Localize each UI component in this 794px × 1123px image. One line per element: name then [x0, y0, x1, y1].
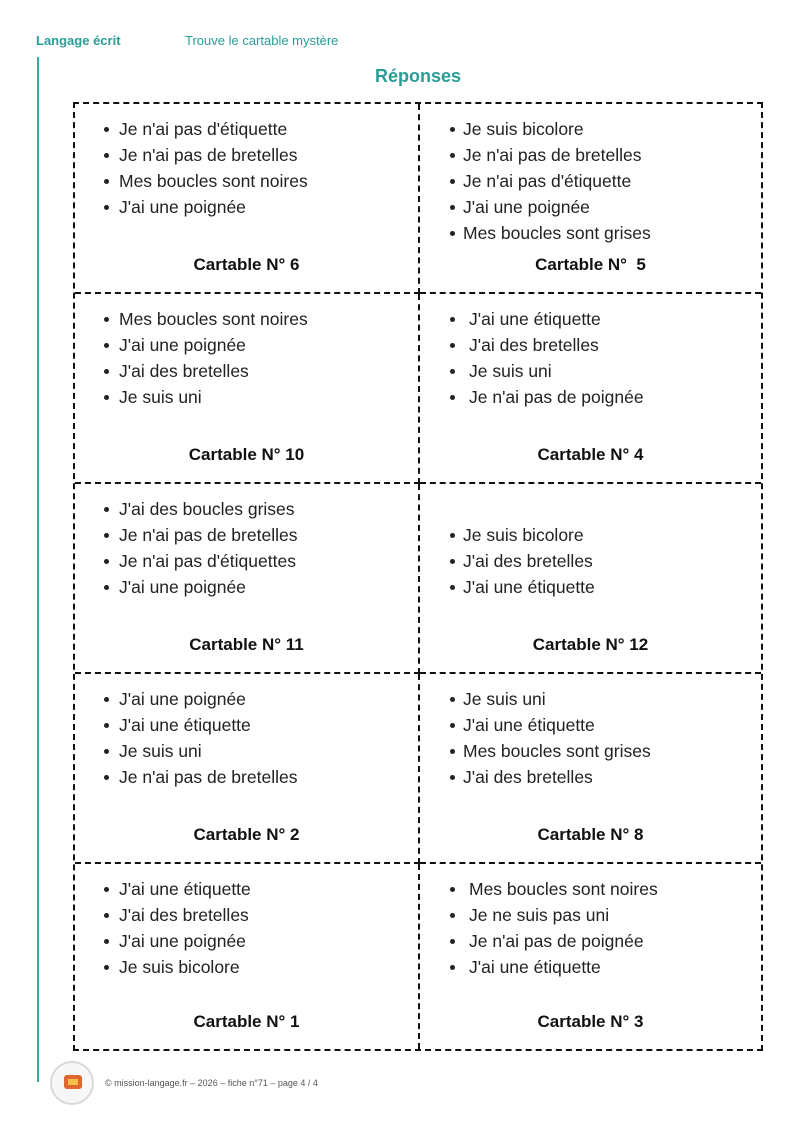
card-label: Cartable N° 5 [535, 255, 646, 274]
clue-item: Mes boucles sont grises [420, 738, 651, 764]
clue-item: J'ai une poignée [75, 332, 308, 358]
clue-list [420, 116, 651, 246]
clue-item: Je suis uni [75, 384, 308, 410]
clue-item: Je n'ai pas de bretelles [420, 142, 651, 168]
clue-item: J'ai des boucles grises [75, 496, 297, 522]
clue-item: Mes boucles sont grises [420, 220, 651, 246]
answers-grid [73, 102, 763, 1051]
clue-list [75, 876, 251, 980]
clue-item: J'ai une étiquette [75, 876, 251, 902]
clue-item: Mes boucles sont noires [75, 306, 308, 332]
card-label: Cartable N° 12 [532, 635, 649, 654]
clue-item: J'ai une poignée [75, 686, 297, 712]
header-activity-title: Trouve le cartable mystère [185, 33, 339, 48]
clue-item: Je n'ai pas d'étiquettes [75, 548, 297, 574]
card-cell [420, 104, 761, 294]
clue-item: J'ai une poignée [75, 194, 308, 220]
clue-item: Je suis uni [420, 686, 651, 712]
clue-item: J'ai des bretelles [75, 358, 308, 384]
card-label: Cartable N° 2 [193, 825, 300, 844]
card-label: Cartable N° 11 [189, 635, 304, 654]
clue-item: J'ai une étiquette [75, 712, 297, 738]
card-cell [75, 484, 420, 674]
clue-item: Mes boucles sont noires [420, 876, 658, 902]
footer-copyright: © mission-langage.fr – 2026 – fiche n°71 – page 4 / 4 [105, 1078, 318, 1088]
clue-item: Je n'ai pas de bretelles [75, 764, 297, 790]
clue-item: J'ai des bretelles [420, 548, 595, 574]
clue-list [420, 522, 595, 600]
card-label: Cartable N° 3 [537, 1012, 644, 1031]
clue-list [420, 306, 644, 410]
clue-item: J'ai une poignée [420, 194, 651, 220]
clue-item: Je n'ai pas de poignée [420, 928, 658, 954]
clue-item: Je n'ai pas d'étiquette [420, 168, 651, 194]
clue-item: Je suis bicolore [420, 116, 651, 142]
card-cell [75, 104, 420, 294]
clue-item: J'ai une poignée [75, 574, 297, 600]
clue-list [420, 876, 658, 980]
clue-item: J'ai une poignée [75, 928, 251, 954]
clue-item: J'ai une étiquette [420, 306, 644, 332]
card-label: Cartable N° 4 [537, 445, 644, 464]
clue-item: J'ai une étiquette [420, 712, 651, 738]
clue-item: J'ai une étiquette [420, 574, 595, 600]
clue-item: Je suis uni [420, 358, 644, 384]
clue-item: Je n'ai pas de poignée [420, 384, 644, 410]
card-cell [75, 674, 420, 864]
clue-item: J'ai des bretelles [75, 902, 251, 928]
clue-list [75, 116, 308, 220]
card-cell [75, 864, 420, 1049]
clue-item: Je suis bicolore [75, 954, 251, 980]
clue-item: Je suis bicolore [420, 522, 595, 548]
clue-list [420, 686, 651, 790]
logo-schoolbag-icon [64, 1075, 82, 1089]
clue-list [75, 306, 308, 410]
clue-item: Mes boucles sont noires [75, 168, 308, 194]
clue-list [75, 686, 297, 790]
card-cell [420, 484, 761, 674]
clue-item: Je ne suis pas uni [420, 902, 658, 928]
clue-item: Je n'ai pas de bretelles [75, 142, 308, 168]
card-label: Cartable N° 10 [188, 445, 305, 464]
header-subject: Langage écrit [36, 33, 121, 48]
card-cell [420, 294, 761, 484]
card-label: Cartable N° 1 [193, 1012, 300, 1031]
card-cell [75, 294, 420, 484]
clue-item: Je n'ai pas d'étiquette [75, 116, 308, 142]
clue-item: Je n'ai pas de bretelles [75, 522, 297, 548]
card-cell [420, 864, 761, 1049]
clue-item: J'ai une étiquette [420, 954, 658, 980]
card-label: Cartable N° 6 [193, 255, 300, 274]
mission-langage-logo-icon [50, 1061, 94, 1105]
card-label: Cartable N° 8 [537, 825, 644, 844]
page-title: Réponses [374, 66, 462, 86]
clue-list [75, 496, 297, 600]
clue-item: Je suis uni [75, 738, 297, 764]
side-rule [37, 57, 39, 1082]
clue-item: J'ai des bretelles [420, 764, 651, 790]
clue-item: J'ai des bretelles [420, 332, 644, 358]
card-cell [420, 674, 761, 864]
